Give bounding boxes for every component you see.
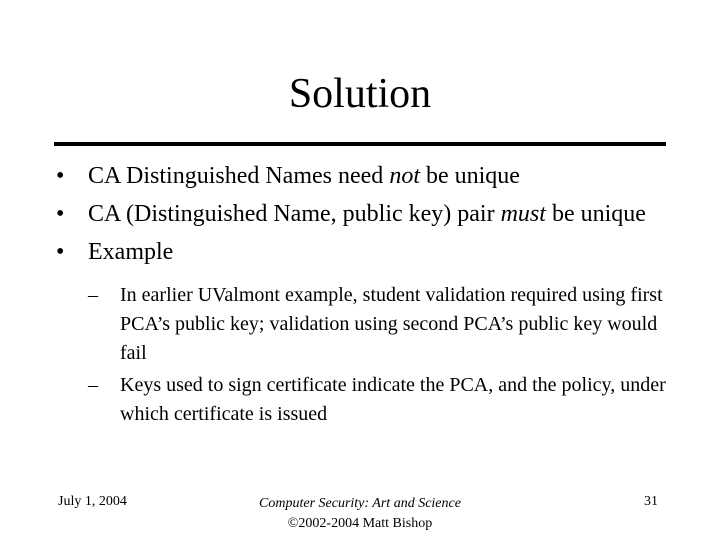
sub-bullet-item bbox=[88, 281, 668, 368]
bullet-item bbox=[56, 200, 676, 229]
footer-center bbox=[0, 494, 720, 534]
bullet-marker: • bbox=[56, 239, 65, 265]
bullet-list bbox=[56, 162, 676, 432]
bullet-text: be unique bbox=[419, 163, 520, 189]
sub-bullet-list bbox=[88, 281, 676, 429]
bullet-text: CA Distinguished Names need bbox=[88, 163, 390, 189]
sub-bullet-marker: – bbox=[88, 374, 98, 396]
bullet-text: be unique bbox=[545, 201, 646, 227]
footer-page-number: 31 bbox=[644, 494, 658, 509]
bullet-item bbox=[56, 162, 676, 191]
sub-bullet-marker: – bbox=[88, 284, 98, 306]
bullet-text: Example bbox=[88, 239, 174, 265]
bullet-marker: • bbox=[56, 163, 65, 189]
title-divider bbox=[54, 142, 666, 146]
sub-bullet-text: Keys used to sign certificate indicate the PCA, and the policy, under which certificate is issued bbox=[120, 374, 666, 425]
bullet-marker: • bbox=[56, 201, 65, 227]
sub-bullet-item bbox=[88, 371, 668, 429]
sub-bullet-text: In earlier UValmont example, student validation required using first PCA’s public key; validation using second PCA’s public key would fail bbox=[120, 284, 663, 364]
bullet-item bbox=[56, 238, 676, 267]
footer-date: July 1, 2004 bbox=[58, 494, 127, 509]
bullet-emphasis: must bbox=[500, 201, 546, 227]
bullet-text: CA (Distinguished Name, public key) pair bbox=[88, 201, 501, 227]
footer-copyright: ©2002-2004 Matt Bishop bbox=[287, 516, 433, 531]
slide-title: Solution bbox=[288, 71, 432, 117]
footer-course-title: Computer Security: Art and Science bbox=[259, 496, 461, 511]
bullet-emphasis: not bbox=[389, 163, 420, 189]
